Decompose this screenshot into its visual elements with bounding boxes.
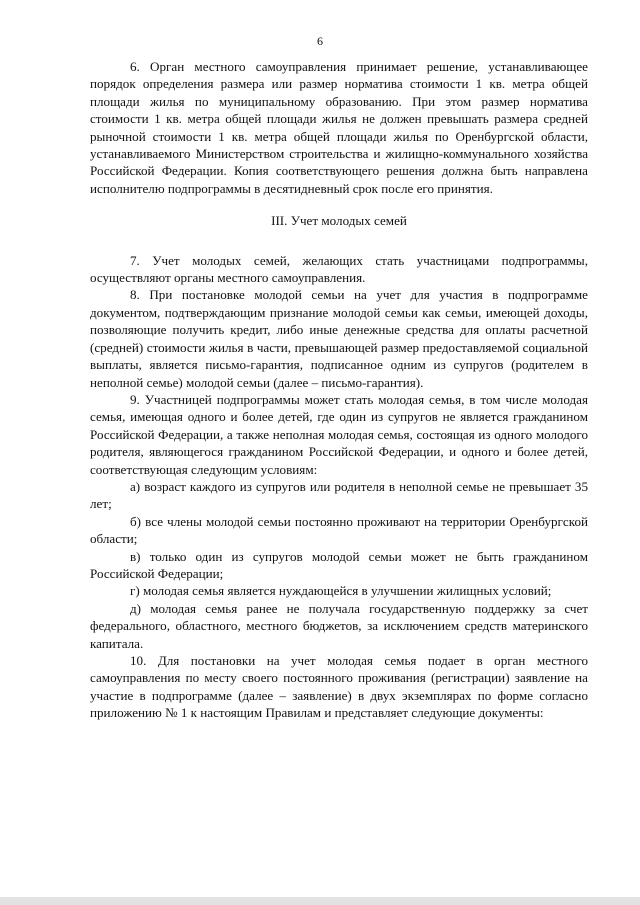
paragraph-8: 8. При постановке молодой семьи на учет для участия в подпрограмме документом, подтверждающим признание молодой семьи как семьи, имеющей доходы, позволяющие получить кредит, либо иные денежные средства для оплаты расчетной (средней) стоимости жилья в части, превышающей размер предоставляемой социальной выплаты, является письмо-гарантия, подписанное одним из супругов (родителем в неполной семье) молодой семьи (далее – письмо-гарантия).: [90, 287, 588, 390]
paragraph-9: 9. Участницей подпрограммы может стать молодая семья, в том числе молодая семья, имеющая одного и более детей, где один из супругов не является гражданином Российской Федерации, а также неполная молодая семья, состоящая из одного молодого родителя, являющегося гражданином Российской Федерации, и одного и более детей, соответствующая следующим условиям:: [90, 391, 588, 477]
condition-b: б) все члены молодой семьи постоянно проживают на территории Оренбургской области;: [90, 513, 588, 547]
condition-d: г) молодая семья является нуждающейся в улучшении жилищных условий;: [130, 583, 552, 599]
condition-e: д) молодая семья ранее не получала государственную поддержку за счет федерального, областного, местного бюджетов, за исключением средств материнского капитала.: [90, 600, 588, 651]
section-heading: III. Учет молодых семей: [271, 213, 407, 229]
page-number: 6: [317, 34, 323, 48]
bottom-rule: [0, 897, 640, 905]
paragraph-7: 7. Учет молодых семей, желающих стать участницами подпрограммы, осуществляют органы местного самоуправления.: [90, 252, 588, 286]
paragraph-6: 6. Орган местного самоуправления принимает решение, устанавливающее порядок определения размера или размер норматива стоимости 1 кв. метра общей площади жилья по муниципальному образованию. При этом размер норматива стоимости 1 кв. метра общей площади жилья не должен превышать размера средней рыночной стоимости 1 кв. метра общей площади жилья по Оренбургской области, устанавливаемого Министерством строительства и жилищно-коммунального хозяйства Российской Федерации. Копия соответствующего решения должна быть направлена исполнителю подпрограммы в десятидневный срок после его принятия.: [90, 59, 588, 196]
document-body: [90, 58, 588, 722]
condition-c: в) только один из супругов молодой семьи может не быть гражданином Российской Федерации;: [90, 548, 588, 581]
paragraph-10: 10. Для постановки на учет молодая семья подает в орган местного самоуправления по месту своего постоянного проживания (регистрации) заявление на участие в подпрограмме (далее – заявление) в двух экземплярах по форме согласно приложению № 1 к настоящим Правилам и представляет следующие документы:: [90, 653, 588, 721]
condition-a: а) возраст каждого из супругов или родителя в неполной семье не превышает 35 лет;: [90, 478, 588, 512]
